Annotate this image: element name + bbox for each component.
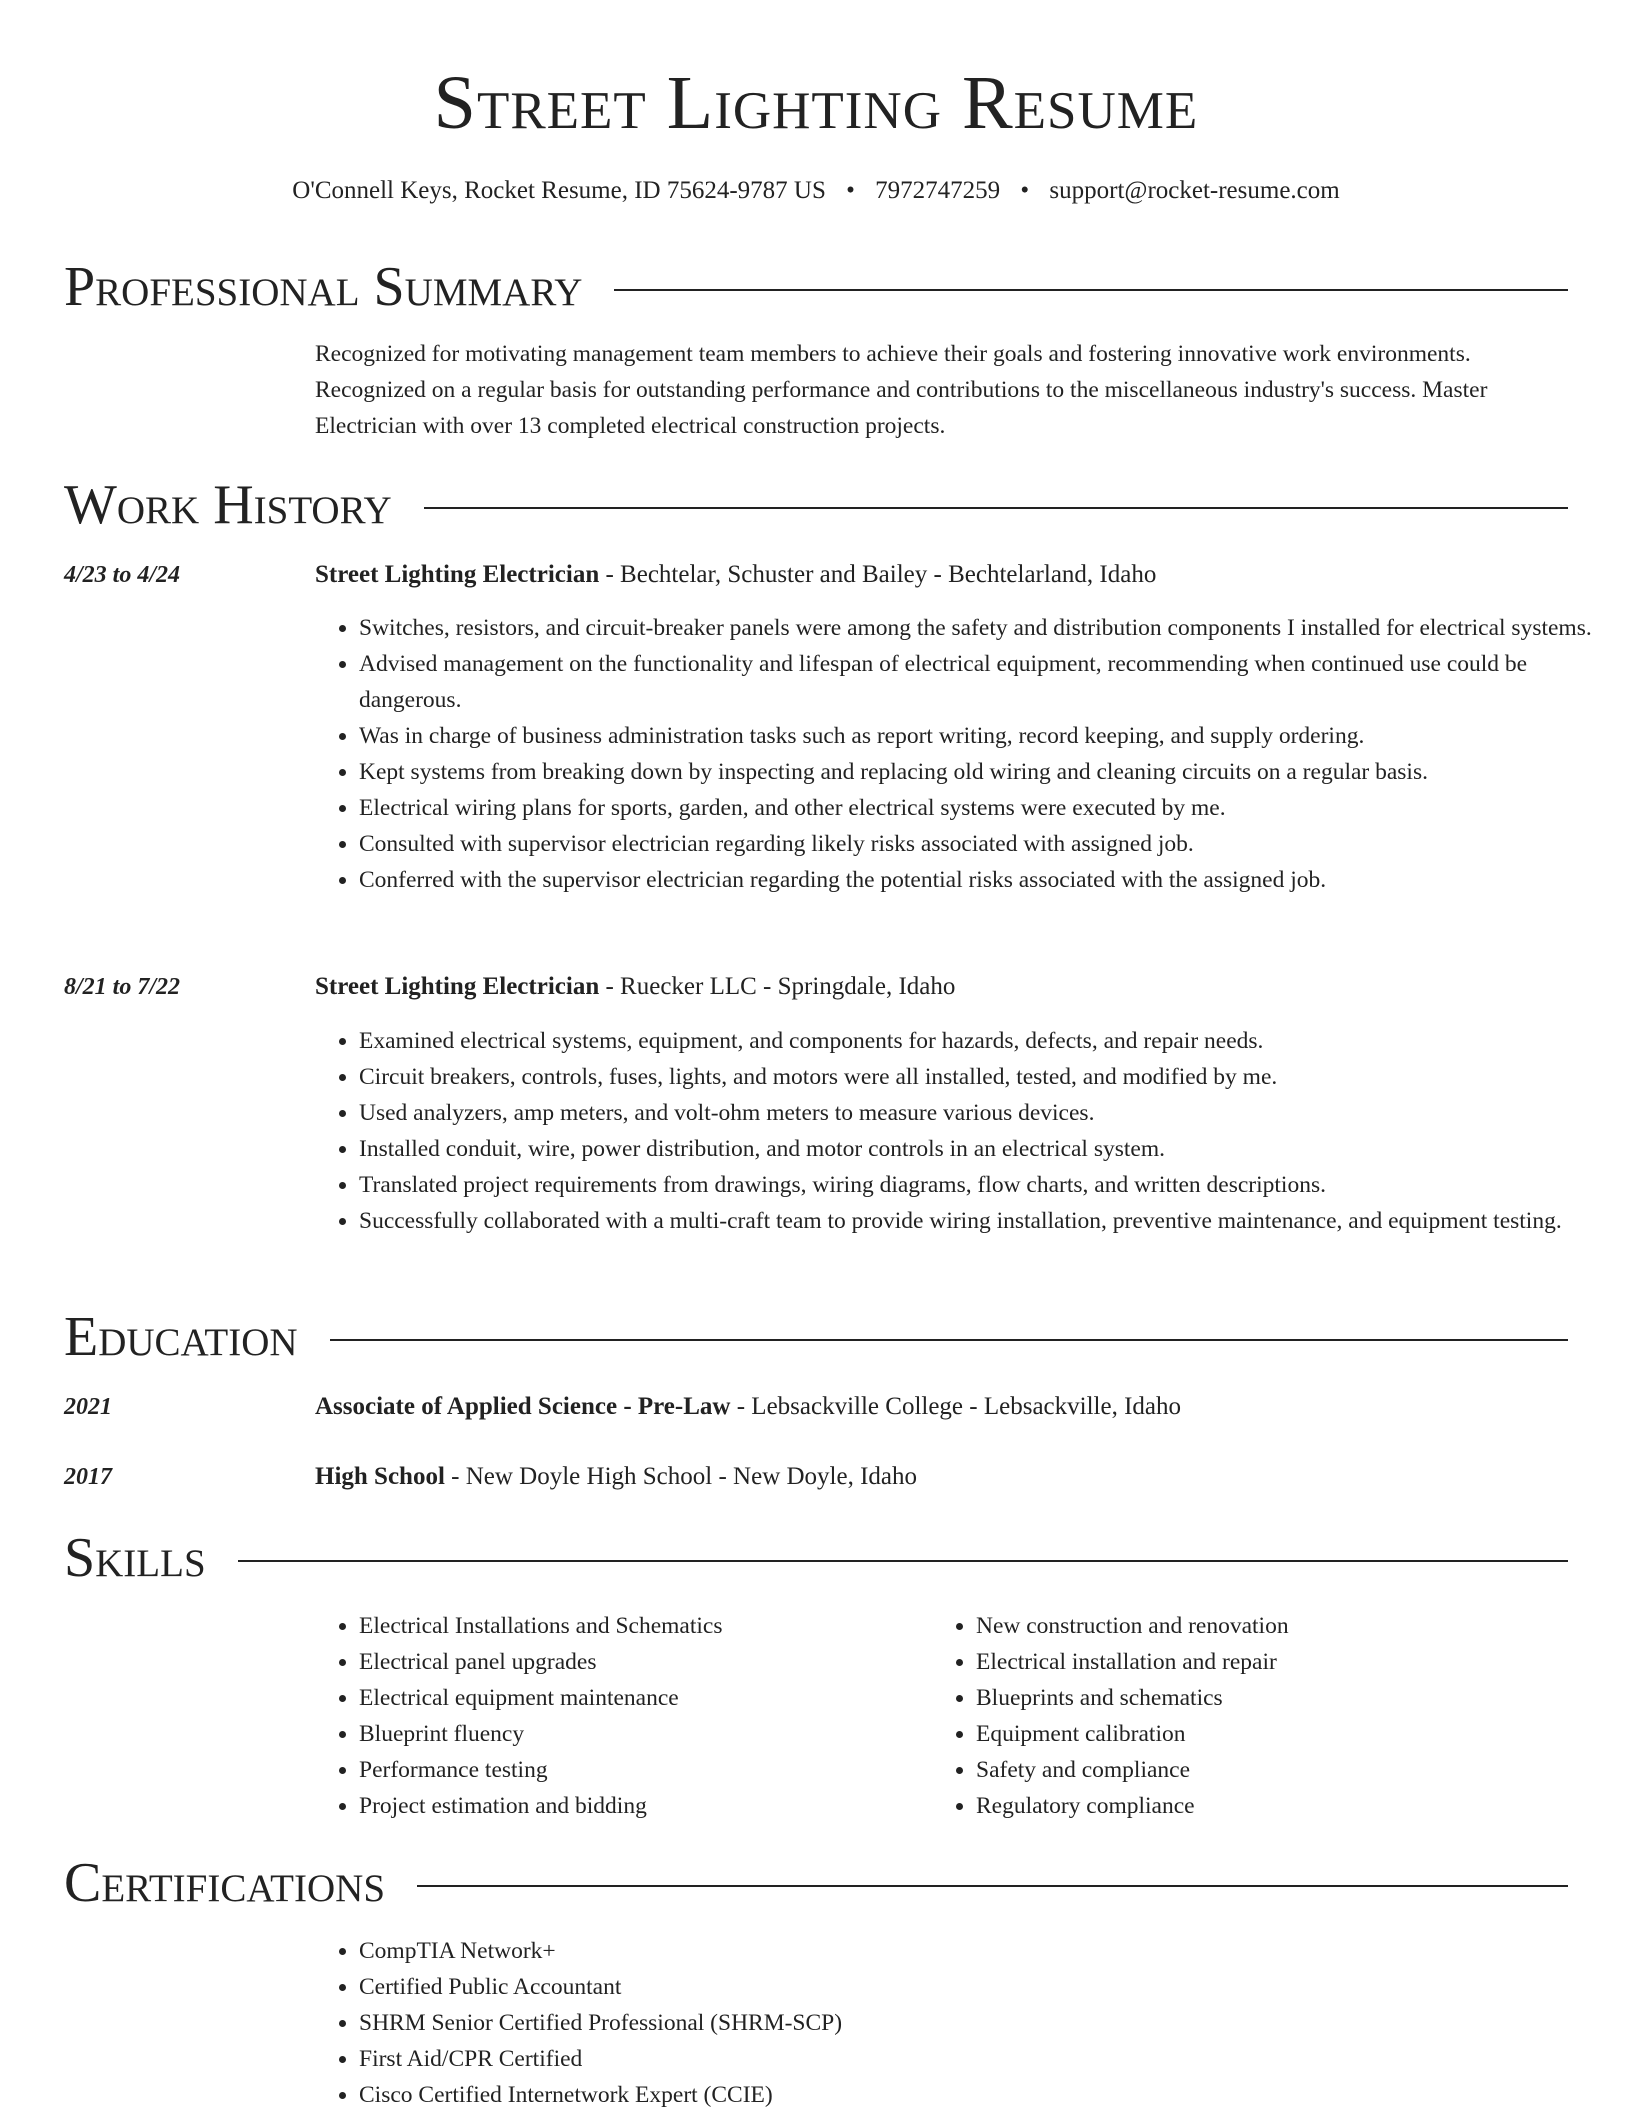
job-dates: 4/23 to 4/24 <box>64 562 181 588</box>
section-divider <box>417 1885 1568 1887</box>
education-degree: Associate of Applied Science - Pre-Law <box>315 1393 731 1420</box>
certification-item: • Cisco Certified Internetwork Expert (CCIE) <box>359 2077 1609 2113</box>
section-title: Professional Summary <box>64 256 583 318</box>
skill-item: • Electrical Installations and Schematics <box>359 1608 919 1644</box>
skill-item: • Blueprint fluency <box>359 1716 919 1752</box>
job-header <box>315 970 955 1004</box>
work-section-heading <box>64 470 1568 540</box>
skill-item: • Electrical installation and repair <box>976 1644 1536 1680</box>
certification-item: • CompTIA Network+ <box>359 1933 1609 1969</box>
certification-item: • First Aid/CPR Certified <box>359 2041 1609 2077</box>
skill-item: • Equipment calibration <box>976 1716 1536 1752</box>
education-details: - Lebsackville College - Lebsackville, Idaho <box>730 1393 1181 1420</box>
summary-section-heading <box>64 252 1568 322</box>
skills-list-left <box>315 1608 919 1824</box>
job-bullet: • Successfully collaborated with a multi-craft team to provide wiring installation, preventive maintenance, and equipment testing. <box>359 1203 1609 1239</box>
job-bullet: • Used analyzers, amp meters, and volt-ohm meters to measure various devices. <box>359 1095 1609 1131</box>
skill-item: • New construction and renovation <box>976 1608 1536 1644</box>
contact-separator: • <box>1020 177 1030 204</box>
resume-title: Street Lighting Resume <box>433 61 1199 145</box>
section-title: Education <box>64 1306 298 1368</box>
skill-item: • Blueprints and schematics <box>976 1680 1536 1716</box>
section-divider <box>424 507 1568 509</box>
skill-item: • Safety and compliance <box>976 1752 1536 1788</box>
job-bullet: • Consulted with supervisor electrician regarding likely risks associated with assigned job. <box>359 826 1609 862</box>
job-details: - Ruecker LLC - Springdale, Idaho <box>599 973 956 1000</box>
contact-email: support@rocket-resume.com <box>1049 177 1340 204</box>
job-bullet: • Translated project requirements from drawings, wiring diagrams, flow charts, and written descriptions. <box>359 1167 1609 1203</box>
section-title: Certifications <box>64 1852 386 1914</box>
job-bullets <box>315 1023 1609 1239</box>
section-divider <box>330 1339 1568 1341</box>
job-details: - Bechtelar, Schuster and Bailey - Bechtelarland, Idaho <box>599 561 1157 588</box>
education-section-heading <box>64 1302 1568 1372</box>
section-divider <box>238 1560 1568 1562</box>
contact-address: O'Connell Keys, Rocket Resume, ID 75624-9787 US <box>292 177 826 204</box>
skill-item: • Performance testing <box>359 1752 919 1788</box>
job-title: Street Lighting Electrician <box>315 973 600 1000</box>
skills-section-heading <box>64 1523 1568 1593</box>
contact-phone: 7972747259 <box>875 177 1001 204</box>
section-title: Work History <box>64 474 392 536</box>
education-entry <box>315 1460 917 1494</box>
section-divider <box>614 289 1568 291</box>
job-dates: 8/21 to 7/22 <box>64 974 181 1000</box>
job-bullet: • Advised management on the functionality and lifespan of electrical equipment, recommending when continued use could be dangerous. <box>359 646 1609 718</box>
job-bullet: • Switches, resistors, and circuit-breaker panels were among the safety and distribution components I installed for electrical systems. <box>359 610 1609 646</box>
job-bullets <box>315 610 1609 898</box>
skill-item: • Project estimation and bidding <box>359 1788 919 1824</box>
contact-separator: • <box>846 177 855 204</box>
skill-item: • Electrical equipment maintenance <box>359 1680 919 1716</box>
job-bullet: • Circuit breakers, controls, fuses, lights, and motors were all installed, tested, and modified by me. <box>359 1059 1609 1095</box>
contact-line <box>0 174 1632 208</box>
education-degree: High School <box>315 1463 445 1490</box>
job-title: Street Lighting Electrician <box>315 561 600 588</box>
job-bullet: • Examined electrical systems, equipment, and components for hazards, defects, and repair needs. <box>359 1023 1609 1059</box>
education-entry <box>315 1390 1181 1424</box>
skills-list-right <box>932 1608 1536 1824</box>
certifications-section-heading <box>64 1848 1568 1918</box>
job-bullet: • Conferred with the supervisor electrician regarding the potential risks associated with the assigned job. <box>359 862 1609 898</box>
job-bullet: • Electrical wiring plans for sports, garden, and other electrical systems were executed by me. <box>359 790 1609 826</box>
education-year: 2021 <box>64 1394 112 1420</box>
job-bullet: • Was in charge of business administration tasks such as report writing, record keeping, and supply ordering. <box>359 718 1609 754</box>
certifications-list <box>315 1933 1609 2113</box>
summary-text: Recognized for motivating management team members to achieve their goals and fostering innovative work environments. Recognized on a regular basis for outstanding performance and contributions to the miscellaneous industry's success. Master Electrician with over 13 completed electrical construction projects. <box>315 341 1488 439</box>
certification-item: • Certified Public Accountant <box>359 1969 1609 2005</box>
skill-item: • Electrical panel upgrades <box>359 1644 919 1680</box>
job-bullet: • Kept systems from breaking down by inspecting and replacing old wiring and cleaning circuits on a regular basis. <box>359 754 1609 790</box>
education-year: 2017 <box>64 1464 112 1490</box>
certification-item: • SHRM Senior Certified Professional (SHRM-SCP) <box>359 2005 1609 2041</box>
section-title: Skills <box>64 1527 206 1589</box>
skill-item: • Regulatory compliance <box>976 1788 1536 1824</box>
job-header <box>315 558 1156 592</box>
education-details: - New Doyle High School - New Doyle, Idaho <box>444 1463 918 1490</box>
job-bullet: • Installed conduit, wire, power distribution, and motor controls in an electrical system. <box>359 1131 1609 1167</box>
